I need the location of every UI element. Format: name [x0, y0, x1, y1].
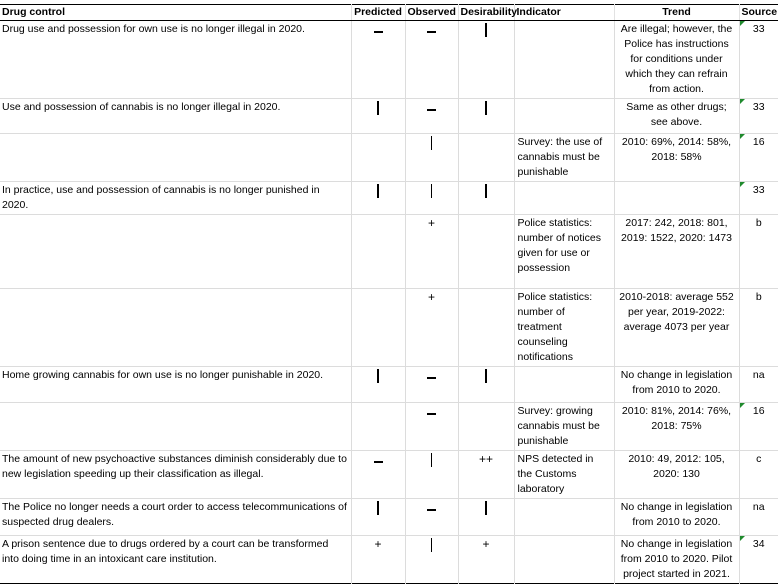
plus-symbol: + — [482, 537, 490, 551]
dash-icon — [374, 461, 383, 463]
plus-symbol: + — [427, 216, 435, 230]
vertical-bar-icon — [431, 453, 433, 467]
predicted-cell — [351, 99, 405, 134]
drug-control-cell: Drug use and possession for own use is no longer illegal in 2020. — [0, 21, 351, 99]
indicator-cell: Survey: growing cannabis must be punishable — [514, 403, 614, 451]
double-plus-symbol: ++ — [478, 452, 493, 466]
comment-marker-icon[interactable] — [740, 134, 745, 139]
desirability-cell — [458, 367, 514, 403]
source-cell — [739, 21, 778, 99]
observed-cell — [405, 499, 458, 536]
predicted-cell — [351, 499, 405, 536]
table-row — [0, 451, 778, 499]
vertical-bar-icon — [431, 538, 433, 552]
desirability-cell — [458, 99, 514, 134]
source-cell — [739, 215, 778, 289]
drug-control-cell: The amount of new psychoactive substances diminish considerably due to new legislation speeding up their classification as illegal. — [0, 451, 351, 499]
plus-symbol: + — [427, 290, 435, 304]
source-value: 16 — [752, 405, 765, 417]
header-trend: Trend — [614, 5, 739, 21]
indicator-cell: NPS detected in the Customs laboratory — [514, 451, 614, 499]
drug-control-cell: In practice, use and possession of cannabis is no longer punished in 2020. — [0, 182, 351, 215]
source-value: c — [756, 453, 762, 465]
vertical-bar-icon — [431, 136, 433, 150]
vertical-bar-icon — [377, 369, 379, 383]
drug-control-cell — [0, 215, 351, 289]
source-value: 33 — [752, 101, 765, 113]
table-row — [0, 99, 778, 134]
table-row — [0, 403, 778, 451]
desirability-cell — [458, 134, 514, 182]
source-value: 33 — [752, 23, 765, 35]
desirability-cell — [458, 536, 514, 584]
trend-cell: No change in legislation from 2010 to 2020. — [614, 499, 739, 536]
header-indicator: Indicator — [514, 5, 614, 21]
vertical-bar-icon — [485, 184, 487, 198]
indicator-cell — [514, 21, 614, 99]
drug-control-cell: A prison sentence due to drugs ordered by a court can be transformed into doing time in an intoxicant care institution. — [0, 536, 351, 584]
observed-cell — [405, 367, 458, 403]
table-row — [0, 367, 778, 403]
vertical-bar-icon — [485, 501, 487, 515]
trend-cell: Same as other drugs; see above. — [614, 99, 739, 134]
header-source: Source — [739, 5, 778, 21]
source-cell — [739, 134, 778, 182]
header-predicted: Predicted — [351, 5, 405, 21]
source-value: na — [752, 369, 765, 381]
observed-cell — [405, 403, 458, 451]
table-row — [0, 536, 778, 584]
observed-cell — [405, 182, 458, 215]
header-desirability: Desirability — [458, 5, 514, 21]
header-drug-control: Drug control — [0, 5, 351, 21]
trend-cell: 2010: 69%, 2014: 58%, 2018: 58% — [614, 134, 739, 182]
trend-cell — [614, 182, 739, 215]
dash-icon — [427, 377, 436, 379]
comment-marker-icon[interactable] — [740, 182, 745, 187]
vertical-bar-icon — [377, 101, 379, 115]
observed-cell — [405, 134, 458, 182]
observed-cell — [405, 99, 458, 134]
observed-cell — [405, 215, 458, 289]
predicted-cell — [351, 215, 405, 289]
indicator-cell — [514, 182, 614, 215]
predicted-cell — [351, 289, 405, 367]
header-observed: Observed — [405, 5, 458, 21]
trend-cell: No change in legislation from 2010 to 2020. Pilot project started in 2021. — [614, 536, 739, 584]
indicator-cell: Police statistics: number of treatment counseling notifications — [514, 289, 614, 367]
source-value: 16 — [752, 136, 765, 148]
header-row — [0, 5, 778, 21]
source-value: b — [755, 291, 762, 303]
source-cell — [739, 99, 778, 134]
dash-icon — [427, 413, 436, 415]
indicator-cell — [514, 536, 614, 584]
source-cell — [739, 367, 778, 403]
predicted-cell — [351, 536, 405, 584]
source-value: na — [752, 501, 765, 513]
desirability-cell — [458, 215, 514, 289]
source-cell — [739, 536, 778, 584]
plus-symbol: + — [374, 537, 382, 551]
indicator-cell: Police statistics: number of notices given for use or possession — [514, 215, 614, 289]
indicator-cell — [514, 99, 614, 134]
predicted-cell — [351, 134, 405, 182]
dash-icon — [427, 31, 436, 33]
dash-icon — [427, 109, 436, 111]
predicted-cell — [351, 403, 405, 451]
source-cell — [739, 403, 778, 451]
vertical-bar-icon — [485, 101, 487, 115]
source-value: b — [755, 217, 762, 229]
source-cell — [739, 499, 778, 536]
vertical-bar-icon — [377, 184, 379, 198]
comment-marker-icon[interactable] — [740, 536, 745, 541]
observed-cell — [405, 451, 458, 499]
observed-cell — [405, 21, 458, 99]
predicted-cell — [351, 367, 405, 403]
trend-cell: Are illegal; however, the Police has instructions for conditions under which they can refrain from action. — [614, 21, 739, 99]
drug-control-cell: Use and possession of cannabis is no longer illegal in 2020. — [0, 99, 351, 134]
dash-icon — [427, 509, 436, 511]
desirability-cell — [458, 451, 514, 499]
desirability-cell — [458, 403, 514, 451]
trend-cell: 2010-2018: average 552 per year, 2019-2022: average 4073 per year — [614, 289, 739, 367]
comment-marker-icon[interactable] — [740, 21, 745, 26]
drug-control-cell: The Police no longer needs a court order to access telecommunications of suspected drug dealers. — [0, 499, 351, 536]
source-value: 34 — [752, 538, 765, 550]
table-row — [0, 499, 778, 536]
vertical-bar-icon — [485, 369, 487, 383]
drug-control-cell — [0, 134, 351, 182]
indicator-cell: Survey: the use of cannabis must be punishable — [514, 134, 614, 182]
desirability-cell — [458, 289, 514, 367]
trend-cell: 2017: 242, 2018: 801, 2019: 1522, 2020: 1473 — [614, 215, 739, 289]
source-cell — [739, 289, 778, 367]
drug-control-cell — [0, 403, 351, 451]
vertical-bar-icon — [377, 501, 379, 515]
vertical-bar-icon — [431, 184, 433, 198]
indicator-cell — [514, 499, 614, 536]
drug-control-cell — [0, 289, 351, 367]
desirability-cell — [458, 182, 514, 215]
trend-cell: 2010: 49, 2012: 105, 2020: 130 — [614, 451, 739, 499]
drug-control-table — [0, 4, 778, 584]
predicted-cell — [351, 21, 405, 99]
table-row — [0, 182, 778, 215]
table-row — [0, 21, 778, 99]
observed-cell — [405, 536, 458, 584]
predicted-cell — [351, 451, 405, 499]
observed-cell — [405, 289, 458, 367]
comment-marker-icon[interactable] — [740, 99, 745, 104]
vertical-bar-icon — [485, 23, 487, 37]
drug-control-cell: Home growing cannabis for own use is no longer punishable in 2020. — [0, 367, 351, 403]
table-row — [0, 289, 778, 367]
predicted-cell — [351, 182, 405, 215]
table-row — [0, 134, 778, 182]
indicator-cell — [514, 367, 614, 403]
comment-marker-icon[interactable] — [740, 403, 745, 408]
trend-cell: 2010: 81%, 2014: 76%, 2018: 75% — [614, 403, 739, 451]
trend-cell: No change in legislation from 2010 to 2020. — [614, 367, 739, 403]
source-cell — [739, 451, 778, 499]
desirability-cell — [458, 499, 514, 536]
source-value: 33 — [752, 184, 765, 196]
table-row — [0, 215, 778, 289]
dash-icon — [374, 31, 383, 33]
desirability-cell — [458, 21, 514, 99]
source-cell — [739, 182, 778, 215]
